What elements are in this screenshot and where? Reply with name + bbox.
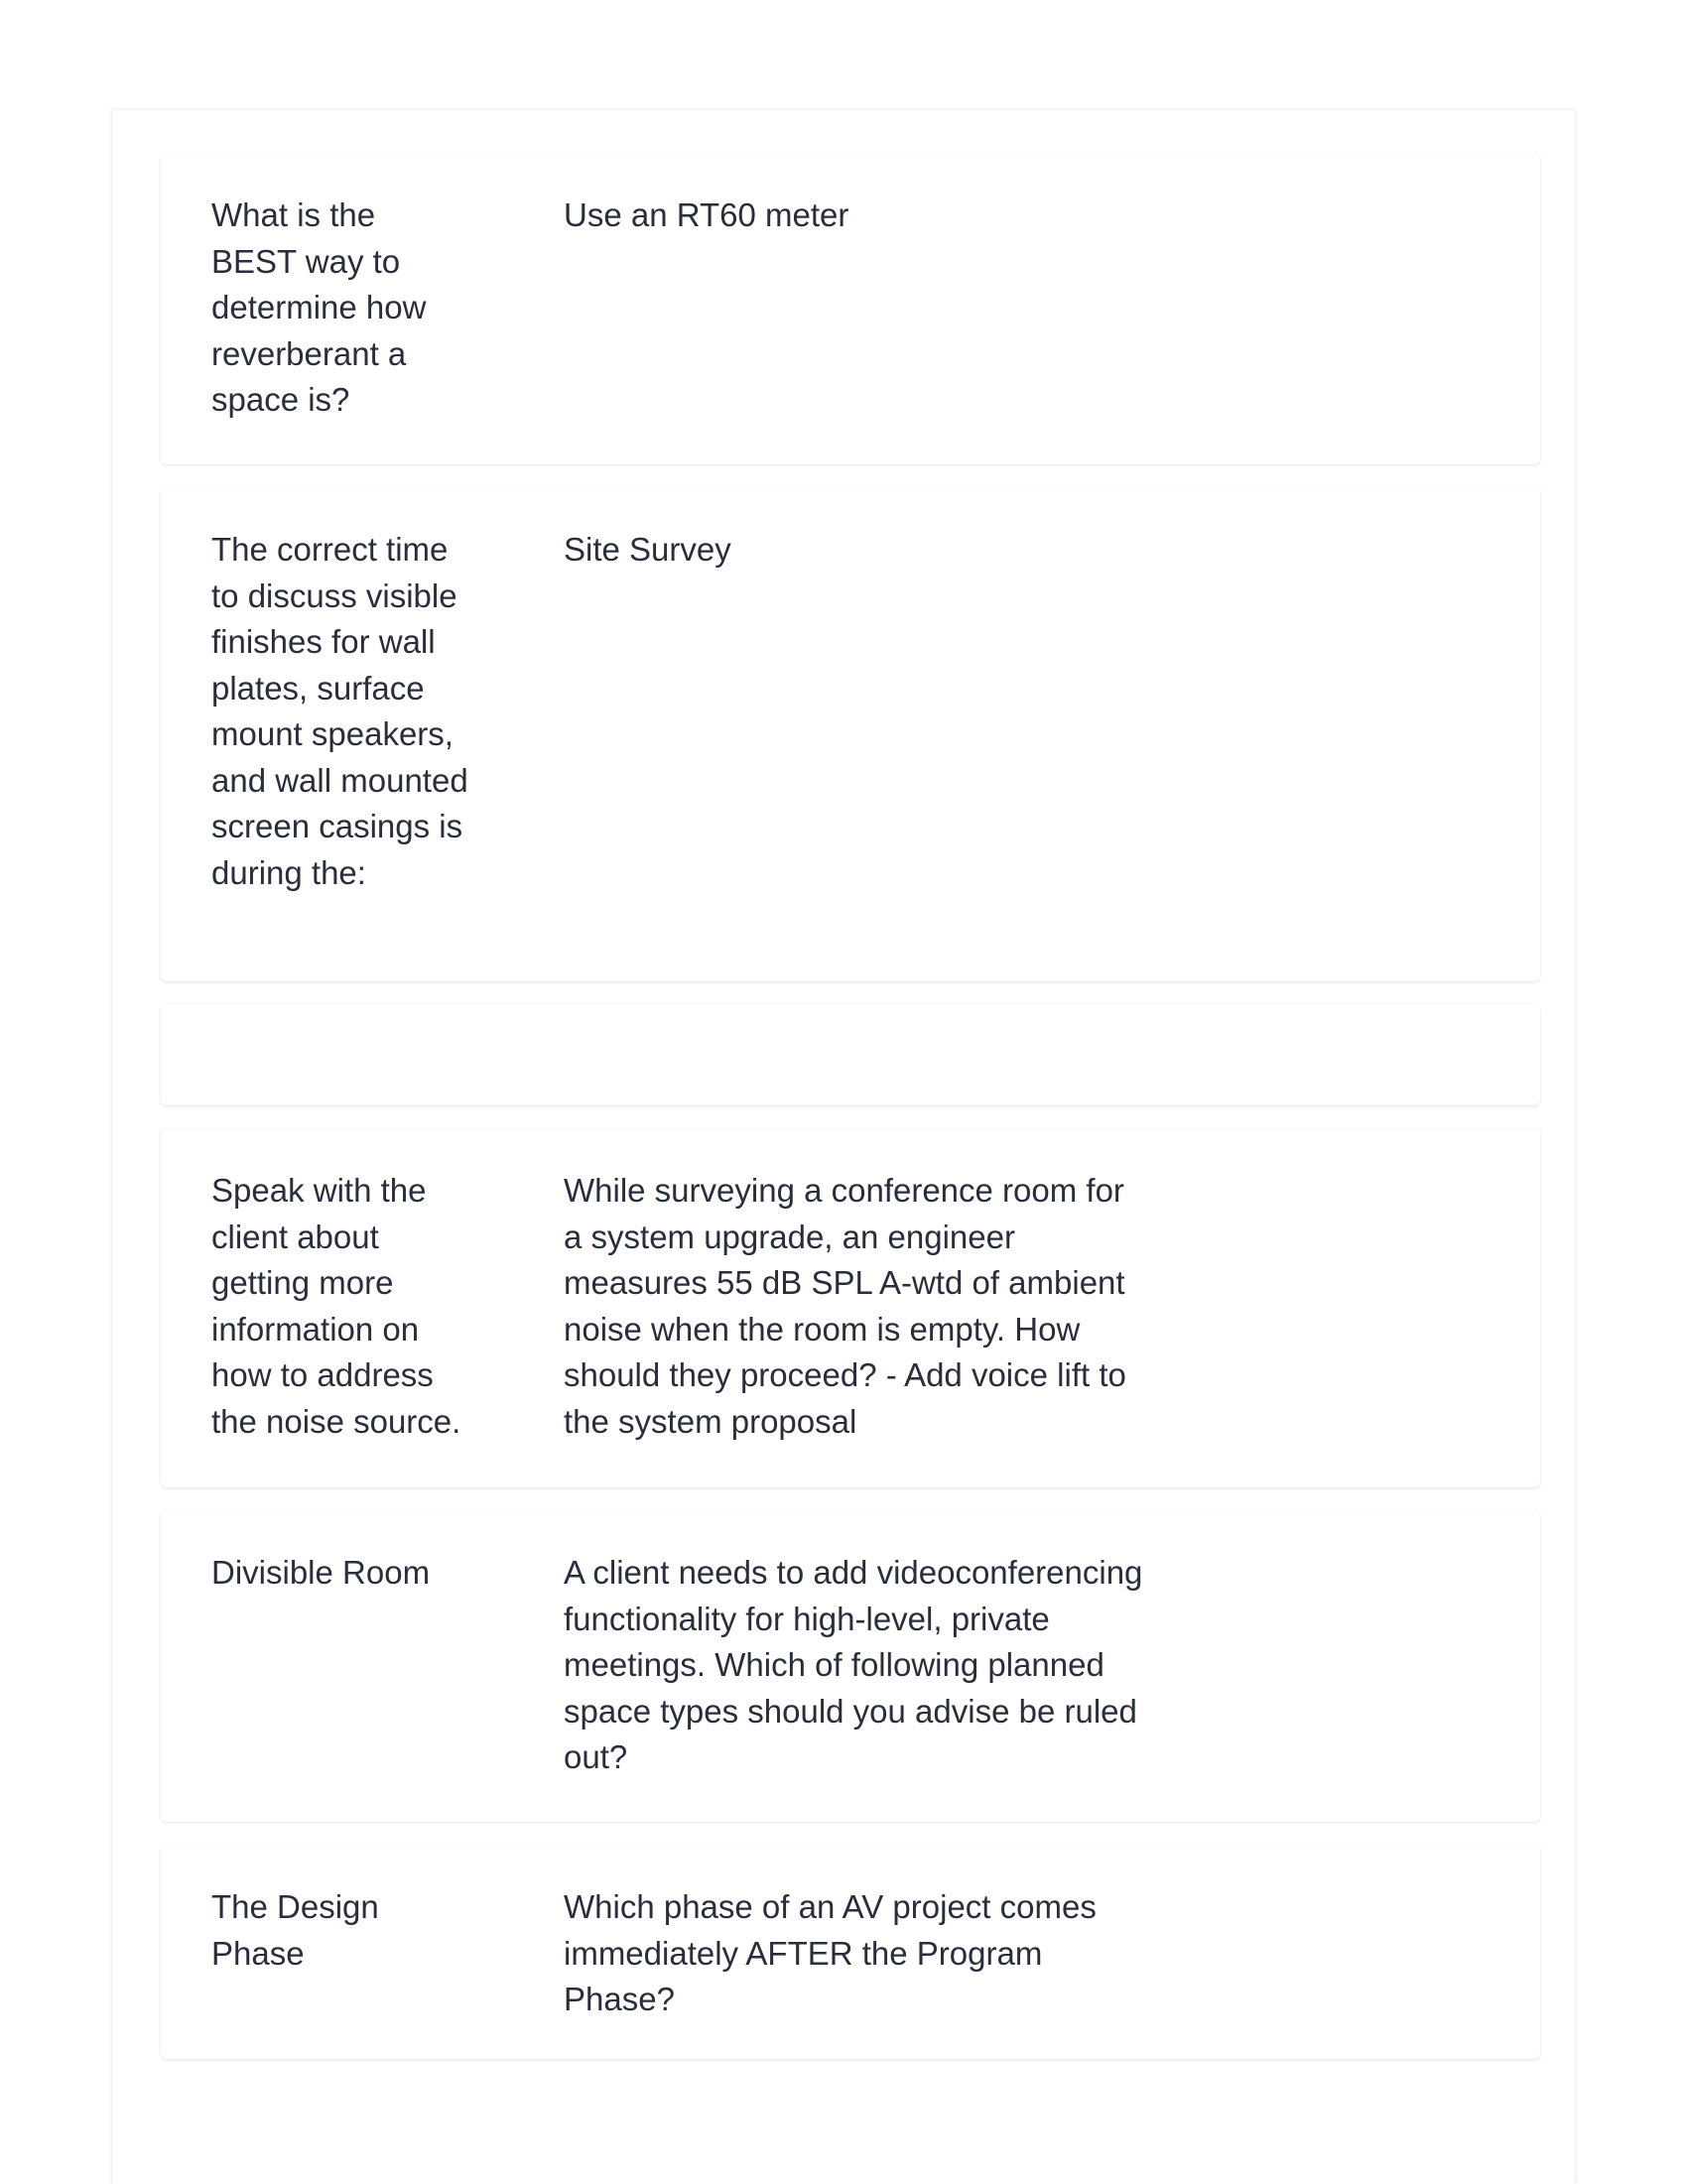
card-term: The correct time to discuss visible finishes for wall plates, surface mount speakers, and wall mounted screen casings is during the: <box>211 531 468 891</box>
card-term: What is the BEST way to determine how reverberant a space is? <box>211 196 427 418</box>
flashcard <box>161 1004 1540 1105</box>
card-definition: While surveying a conference room for a system upgrade, an engineer measures 55 dB SPL A-wtd of ambient noise when the room is empty. How should they proceed? - Add voice lift to the system proposal <box>564 1172 1126 1440</box>
flashcard <box>161 153 1540 464</box>
card-definition: Use an RT60 meter <box>564 196 849 233</box>
card-term: Speak with the client about getting more information on how to address the noise source. <box>211 1172 461 1440</box>
flashcard <box>161 1128 1540 1487</box>
card-term: Divisible Room <box>211 1554 431 1591</box>
card-definition: A client needs to add videoconferencing functionality for high-level, private meetings. Which of following planned space types should you advise be ruled out? <box>564 1554 1143 1775</box>
card-term: The Design Phase <box>211 1888 379 1972</box>
flashcard <box>161 487 1540 981</box>
card-definition: Site Survey <box>564 531 731 568</box>
card-definition: Which phase of an AV project comes immediately AFTER the Program Phase? <box>564 1888 1097 2017</box>
flashcard <box>161 1510 1540 1822</box>
flashcard <box>161 1845 1540 2059</box>
